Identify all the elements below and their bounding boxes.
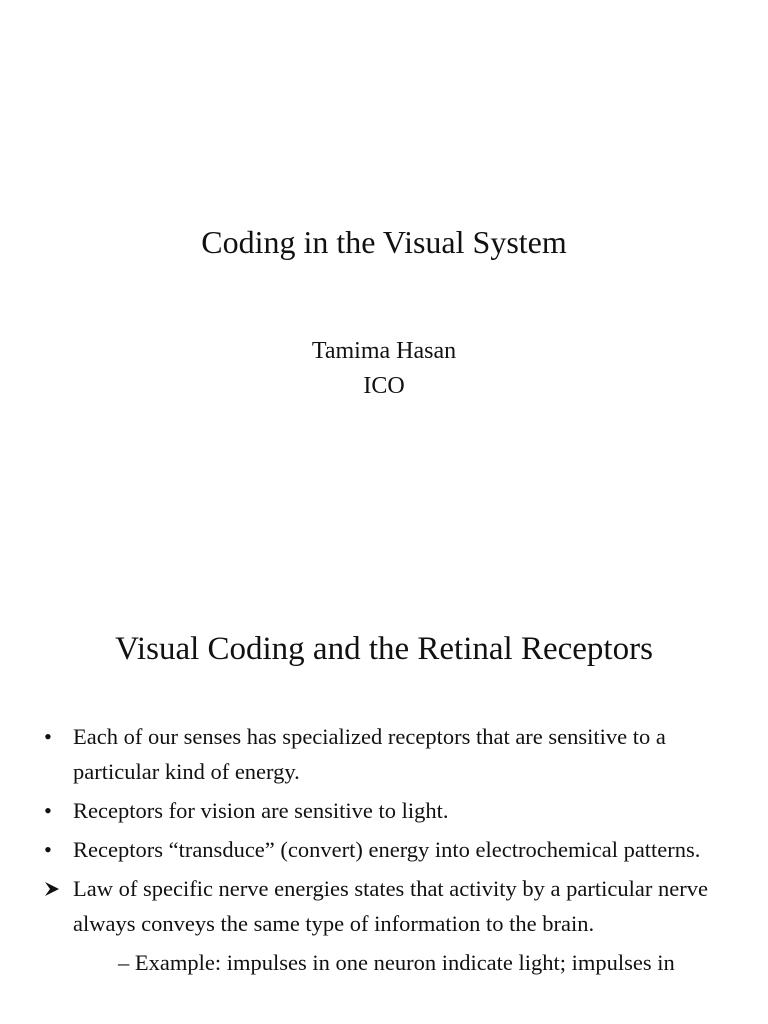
author-block [0, 334, 768, 404]
bullet-item [0, 793, 740, 828]
bullet-text: Receptors “transduce” (convert) energy into electrochemical patterns. [73, 837, 701, 862]
bullet-item [0, 871, 740, 941]
bullet-list [0, 719, 768, 980]
bullet-dot-icon: • [44, 837, 52, 862]
author-affiliation: ICO [363, 373, 405, 399]
bullet-text: Receptors for vision are sensitive to light. [73, 798, 449, 823]
bullet-item [0, 719, 740, 789]
sub-bullet-item: – Example: impulses in one neuron indicate light; impulses in [118, 950, 675, 975]
bullet-item [0, 832, 740, 867]
bullet-text: Law of specific nerve energies states that activity by a particular nerve always conveys the same type of information to the brain. [73, 876, 708, 936]
bullet-dot-icon: • [44, 798, 52, 823]
bullet-text: Each of our senses has specialized receptors that are sensitive to a particular kind of energy. [73, 724, 666, 784]
slide-title: Coding in the Visual System [201, 224, 567, 260]
bullet-dot-icon: • [44, 724, 52, 749]
slide-heading: Visual Coding and the Retinal Receptors [115, 631, 653, 667]
arrow-bullet-icon [44, 871, 58, 896]
author-name: Tamima Hasan [311, 338, 457, 364]
